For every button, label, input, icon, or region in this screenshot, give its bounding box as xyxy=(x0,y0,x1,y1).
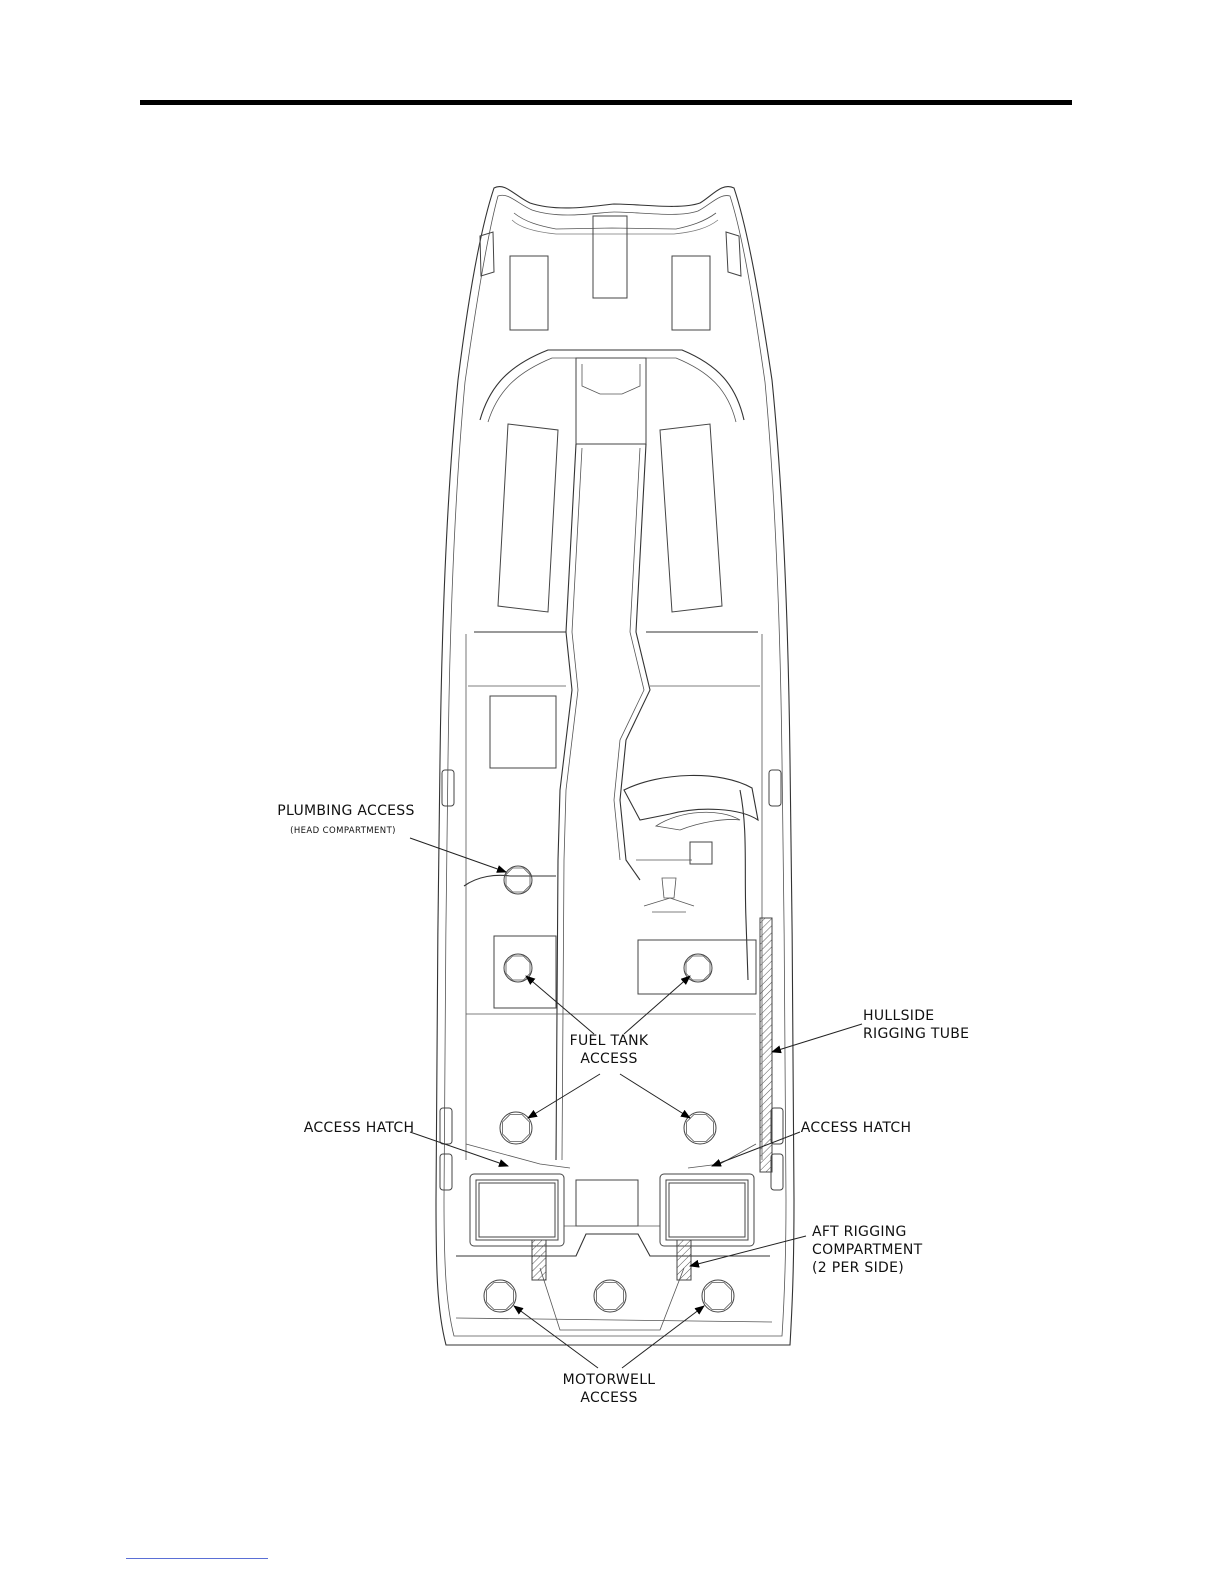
fuel-access-plate-lower-left xyxy=(500,1112,532,1144)
leader-fuel-right xyxy=(624,976,690,1034)
access-plates xyxy=(484,866,734,1312)
side-cleats xyxy=(440,770,783,1190)
leader-lines xyxy=(410,838,862,1368)
label-fuel-tank-2: ACCESS xyxy=(580,1051,638,1067)
motorwell-plate-left xyxy=(484,1280,516,1312)
callout-labels xyxy=(277,803,969,1406)
label-motorwell-1: MOTORWELL xyxy=(562,1372,656,1388)
leader-plumbing xyxy=(410,838,506,872)
seating xyxy=(466,424,762,1160)
leader-fuel-lower-right xyxy=(620,1074,690,1118)
motorwell-plate-center xyxy=(594,1280,626,1312)
leader-fuel-lower-left xyxy=(528,1074,600,1118)
label-access-hatch-right: ACCESS HATCH xyxy=(800,1120,912,1136)
leader-hatch-left xyxy=(410,1132,508,1166)
label-aft-rigging-3: (2 PER SIDE) xyxy=(812,1260,904,1276)
label-aft-rigging-1: AFT RIGGING xyxy=(812,1224,907,1240)
label-plumbing-access: PLUMBING ACCESS xyxy=(277,803,415,819)
leader-hullside xyxy=(772,1024,862,1052)
label-hullside-2: RIGGING TUBE xyxy=(863,1026,970,1042)
label-hullside-1: HULLSIDE xyxy=(863,1008,935,1024)
access-hatches xyxy=(470,1174,754,1246)
label-aft-rigging-2: COMPARTMENT xyxy=(812,1242,923,1258)
label-fuel-tank-1: FUEL TANK xyxy=(569,1033,649,1049)
label-access-hatch-left: ACCESS HATCH xyxy=(303,1120,415,1136)
leader-motorwell-left xyxy=(514,1306,598,1368)
plumbing-access-plate xyxy=(504,866,532,894)
leader-fuel-left xyxy=(526,976,594,1034)
bow-features xyxy=(480,216,744,444)
motorwell-plate-right xyxy=(702,1280,734,1312)
leader-motorwell-right xyxy=(622,1306,704,1368)
leader-hatch-right xyxy=(712,1132,800,1166)
footer-link-underline xyxy=(126,1558,268,1559)
helm-station xyxy=(624,775,758,980)
label-motorwell-2: ACCESS xyxy=(580,1390,638,1406)
compartments xyxy=(464,875,756,1168)
label-head-compartment: (HEAD COMPARTMENT) xyxy=(290,826,396,836)
motorwell xyxy=(456,1234,772,1330)
helm-seat-pedestal xyxy=(644,878,694,912)
